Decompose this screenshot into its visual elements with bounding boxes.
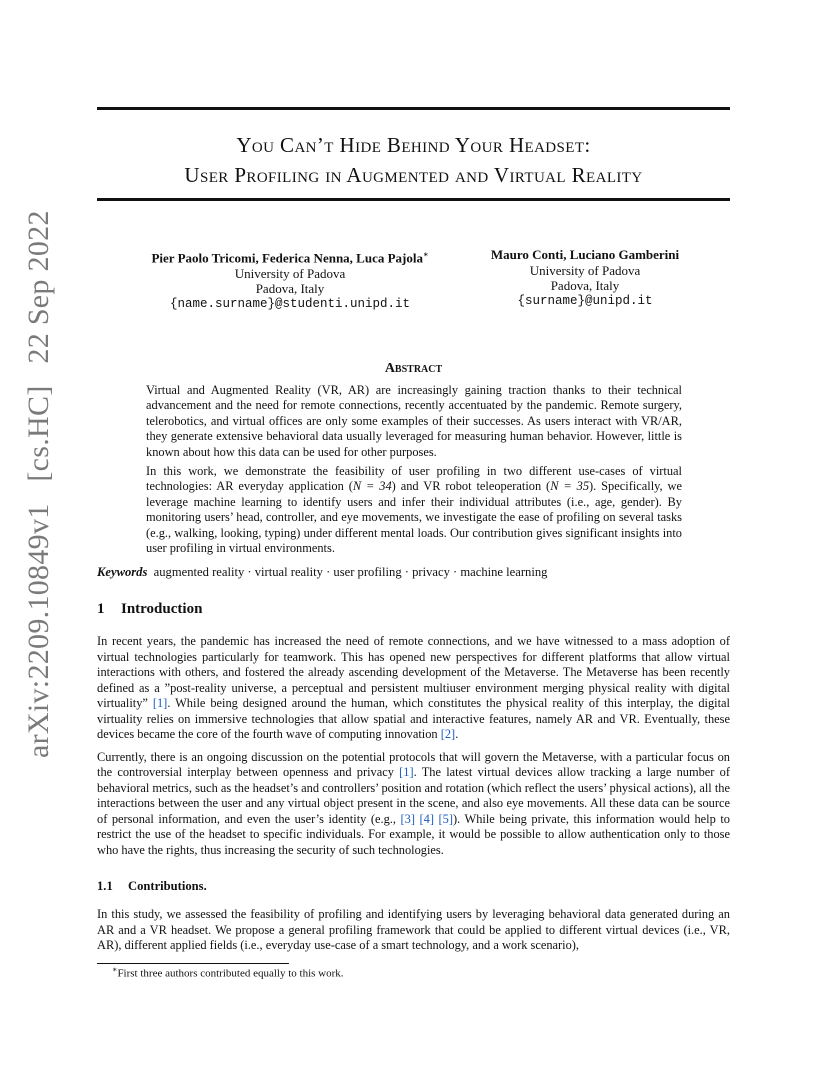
title-line-2: User Profiling in Augmented and Virtual Reality [184,163,643,187]
author-email: {surname}@unipd.it [517,293,653,308]
title-top-rule [97,107,730,110]
sample-size-vr: N = 35 [550,479,590,494]
citation-link[interactable]: [4] [419,811,434,826]
arxiv-id: arXiv:2209.10849v1 [22,503,55,758]
section-title: Introduction [121,601,203,617]
title-line-1: You Can’t Hide Behind Your Headset: [236,133,591,157]
section-number: 1 [97,601,105,617]
intro-paragraph-1: In recent years, the pandemic has increased the need of remote connections, and we have witnessed to a mass adoption of virtual technologies particularly for teamwork. This has opened new perspectives for different platforms that allow virtual interactions with others, and fostered the already ascending development of the Metaverse. The Metaverse has been recently defined as a ”post-reality universe, a perceptual and persistent multiuser environment merging physical reality with digital virtuality” [1]. While being designed around the human, which constitutes the physical reality of this interplay, the digital virtuality relies on immersive technologies that allow spatial and interactive features, namely AR and VR. Eventually, these devices became the core of the fourth wave of computing innovation [2]. [97,634,730,741]
contributions-body [97,907,730,961]
author-affiliation: University of Padova [234,265,346,281]
author-location: Padova, Italy [550,278,620,293]
section-heading-introduction [97,601,202,618]
section-number: 1.1 [97,879,113,893]
paper-title [97,130,730,190]
citation-link[interactable]: [1] [399,765,414,779]
introduction-body [97,634,730,865]
citation-link[interactable]: [2] [440,727,456,741]
arxiv-stamp [22,196,56,758]
footnote-mark: ∗ [112,965,118,974]
author-block-2 [470,247,700,309]
keywords-label: Keywords [97,565,148,579]
section-title: Contributions. [128,879,207,893]
author-footnote-mark: ∗ [422,250,429,259]
keywords [97,565,547,580]
abstract-body [146,383,682,560]
keywords-list: augmented reality · virtual reality · user profiling · privacy · machine learning [153,565,548,579]
author-names: Mauro Conti, Luciano Gamberini [490,247,680,262]
citation-link[interactable]: [3] [400,811,415,826]
author-names: Pier Paolo Tricomi, Federica Nenna, Luca Pajola∗ [151,250,429,266]
arxiv-category: [cs.HC] [22,385,55,482]
footnote [112,965,344,980]
citation-link[interactable]: [5] [438,811,453,826]
title-bottom-rule [97,198,730,201]
abstract-paragraph-2: In this work, we demonstrate the feasibility of user profiling in two different use-cases of virtual technologies: AR everyday application (N = 34) and VR robot teleoperation (N = 35). Specifically, we leverage machine learning to identify users and infer their individual attributes (i.e., age, gender). By monitoring users’ head, controller, and eye movements, we investigate the ease of profiling on several tasks (e.g., walking, looking, typing) under different mental loads. Our contribution gives significant insights into user profiling in virtual environments. [146,464,682,556]
author-email: {name.surname}@studenti.unipd.it [169,296,411,311]
author-affiliation: University of Padova [529,262,641,278]
citation-link[interactable]: [1] [152,696,168,710]
sample-size-ar: N = 34 [352,479,392,494]
author-location: Padova, Italy [255,281,325,297]
abstract-heading: Abstract [384,361,443,376]
footnote-rule [97,963,289,964]
contributions-paragraph-1: In this study, we assessed the feasibility of profiling and identifying users by leveraging behavioral data generated during an AR and a VR headset. We propose a general profiling framework that could be applied to different virtual devices (i.e., VR, AR), different applied fields (i.e., everyday use-case of a smart technology, and a work scenario), [97,907,730,952]
abstract-paragraph-1: Virtual and Augmented Reality (VR, AR) are increasingly gaining traction thanks to their technical advancement and the need for remote connections, recently accentuated by the pandemic. Remote surgery, telerobotics, and virtual offices are only some examples of their successes. As users interact with VR/AR, they generate extensive behavioral data usually leveraged for measuring human behavior. However, little is known about how this data can be used for other purposes. [146,383,682,459]
footnote-text: First three authors contributed equally to this work. [117,967,344,980]
arxiv-date: 22 Sep 2022 [22,210,55,364]
intro-paragraph-2: Currently, there is an ongoing discussion on the potential protocols that will govern the Metaverse, with a particular focus on the controversial interplay between openness and privacy [1]. The latest virtual devices allow tracking a large number of behavioral metrics, such as the headset’s and controllers’ position and rotation (which reflect the users’ physical actions), all the interactions between the user and any virtual object present in the scene, and also eye movements. All these data can be source of personal information, and even the user’s identity (e.g., [3] [4] [5]). While being private, this information would help to restrict the use of the headset to specific individuals. For example, it would be possible to allow authentication only to those who have the rights, thus increasing the security of such technologies. [97,749,730,857]
section-heading-contributions [97,879,207,894]
author-block-1 [130,247,450,312]
